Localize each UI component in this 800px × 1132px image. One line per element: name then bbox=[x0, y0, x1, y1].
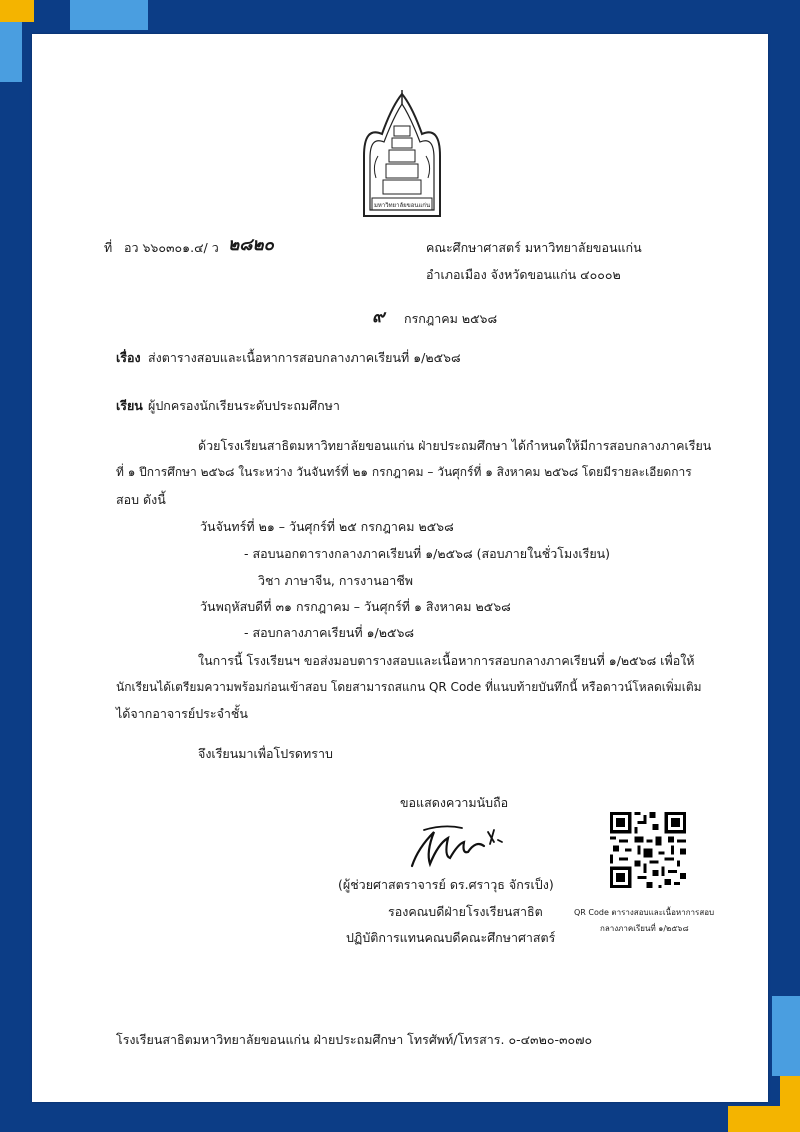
subject-text: ส่งตารางสอบและเนื้อหาการสอบกลางภาคเรียนที่ ๑/๒๕๖๘ bbox=[148, 350, 461, 365]
signer-position-2: ปฏิบัติการแทนคณบดีคณะศึกษาศาสตร์ bbox=[346, 930, 556, 945]
salutation: ขอแสดงความนับถือ bbox=[400, 795, 509, 810]
schedule-2-item: - สอบกลางภาคเรียนที่ ๑/๒๕๖๘ bbox=[244, 625, 415, 640]
recipient-label: เรียน bbox=[116, 398, 143, 413]
qr-caption-line-2: กลางภาคเรียนที่ ๑/๒๕๖๘ bbox=[600, 924, 689, 933]
qr-code-icon bbox=[610, 812, 686, 888]
schedule-2-date: วันพฤหัสบดีที่ ๓๑ กรกฎาคม – วันศุกร์ที่ ๑ สิงหาคม ๒๕๖๘ bbox=[200, 599, 511, 614]
footer-contact: โรงเรียนสาธิตมหาวิทยาลัยขอนแก่น ฝ่ายประถมศึกษา โทรศัพท์/โทรสาร. ๐-๔๓๒๐-๓๐๗๐ bbox=[116, 1032, 593, 1047]
closing-request: จึงเรียนมาเพื่อโปรดทราบ bbox=[198, 746, 333, 761]
reference-handwritten: ๒๘๒๐ bbox=[228, 235, 274, 255]
paragraph-1-line-3: สอบ ดังนี้ bbox=[116, 492, 166, 507]
date-month-year: กรกฎาคม ๒๕๖๘ bbox=[404, 311, 498, 326]
subject-label: เรื่อง bbox=[116, 350, 141, 365]
document-paper bbox=[32, 34, 768, 1102]
reference-prefix: ที่ bbox=[104, 240, 113, 255]
accent-light-top-left bbox=[70, 0, 148, 30]
university-seal-icon bbox=[362, 86, 442, 218]
paragraph-1-line-2: ที่ ๑ ปีการศึกษา ๒๕๖๘ ในระหว่าง วันจันทร์ที่ ๒๑ กรกฎาคม – วันศุกร์ที่ ๑ สิงหาคม ๒๕๖๘ โดยมีรายละเอียดการ bbox=[116, 465, 692, 479]
schedule-1-item: - สอบนอกตารางกลางภาคเรียนที่ ๑/๒๕๖๘ (สอบภายในชั่วโมงเรียน) bbox=[244, 546, 611, 561]
qr-caption-line-1: QR Code ตารางสอบและเนื้อหาการสอบ bbox=[574, 908, 715, 917]
university-seal bbox=[362, 86, 442, 218]
signature-mark bbox=[404, 818, 514, 872]
accent-yellow-right bbox=[780, 1076, 800, 1106]
paragraph-2-line-3: ได้จากอาจารย์ประจำชั้น bbox=[116, 706, 248, 721]
date-day-handwritten: ๙ bbox=[372, 307, 385, 327]
organization-line-1: คณะศึกษาศาสตร์ มหาวิทยาลัยขอนแก่น bbox=[426, 240, 642, 255]
organization-line-2: อำเภอเมือง จังหวัดขอนแก่น ๔๐๐๐๒ bbox=[426, 267, 621, 282]
schedule-1-subjects: วิชา ภาษาจีน, การงานอาชีพ bbox=[258, 573, 414, 588]
accent-light-left bbox=[0, 22, 22, 82]
paragraph-1-line-1: ด้วยโรงเรียนสาธิตมหาวิทยาลัยขอนแก่น ฝ่ายประถมศึกษา ได้กำหนดให้มีการสอบกลางภาคเรียน bbox=[198, 438, 712, 453]
accent-light-bottom-right bbox=[772, 996, 800, 1076]
accent-yellow-bottom-right bbox=[728, 1106, 800, 1132]
recipient-text: ผู้ปกครองนักเรียนระดับประถมศึกษา bbox=[148, 398, 340, 413]
paragraph-2-line-2: นักเรียนได้เตรียมความพร้อมก่อนเข้าสอบ โดยสามารถสแกน QR Code ที่แนบท้ายบันทึกนี้ หรือดาวน์โหลดเพิ่มเติม bbox=[116, 680, 702, 694]
seal-text: มหาวิทยาลัยขอนแก่น bbox=[373, 202, 431, 209]
reference-number: อว ๖๖๐๓๐๑.๔/ ว bbox=[124, 240, 219, 255]
schedule-1-date: วันจันทร์ที่ ๒๑ – วันศุกร์ที่ ๒๕ กรกฎาคม ๒๕๖๘ bbox=[200, 519, 454, 534]
qr-code[interactable] bbox=[610, 812, 686, 888]
accent-yellow-top-left bbox=[0, 0, 34, 22]
signer-name: (ผู้ช่วยศาสตราจารย์ ดร.ศราวุธ จักรเป็ง) bbox=[338, 877, 554, 892]
paragraph-2-line-1: ในการนี้ โรงเรียนฯ ขอส่งมอบตารางสอบและเนื้อหาการสอบกลางภาคเรียนที่ ๑/๒๕๖๘ เพื่อให้ bbox=[198, 653, 695, 668]
signer-position-1: รองคณบดีฝ่ายโรงเรียนสาธิต bbox=[388, 904, 543, 919]
